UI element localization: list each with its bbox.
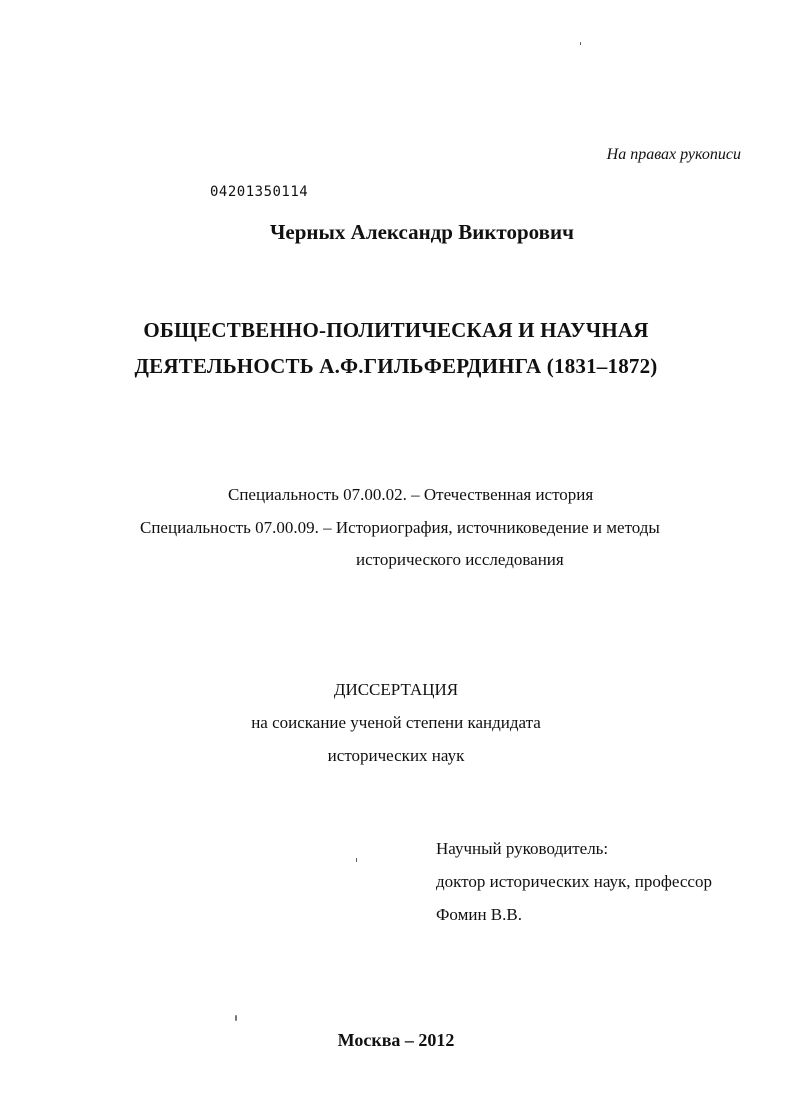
place-year: Москва – 2012 [337,1030,455,1050]
scan-speck [235,1015,237,1021]
specialty-line-1: Специальность 07.00.02. – Отечественная история [228,485,594,504]
dissertation-title-line-1: ОБЩЕСТВЕННО-ПОЛИТИЧЕСКАЯ И НАУЧНАЯ [143,318,649,342]
archive-code: 04201350114 [210,184,309,200]
dissertation-heading: ДИССЕРТАЦИЯ [333,680,459,699]
advisor-label: Научный руководитель: [436,839,609,858]
specialty-line-3: исторического исследования [356,550,564,569]
advisor-degree: доктор исторических наук, профессор [436,872,712,891]
dissertation-title-line-2: ДЕЯТЕЛЬНОСТЬ А.Ф.ГИЛЬФЕРДИНГА (1831–1872) [134,354,658,378]
rights-note: На правах рукописи [606,146,741,163]
scan-speck [356,858,357,862]
degree-line-1: на соискание ученой степени кандидата [251,713,541,732]
degree-line-2: исторических наук [327,746,465,765]
author-name: Черных Александр Викторович [270,220,574,244]
scan-speck [580,42,581,45]
specialty-line-2: Специальность 07.00.09. – Историография, источниковедение и методы [140,518,660,537]
advisor-name: Фомин В.В. [436,905,522,924]
